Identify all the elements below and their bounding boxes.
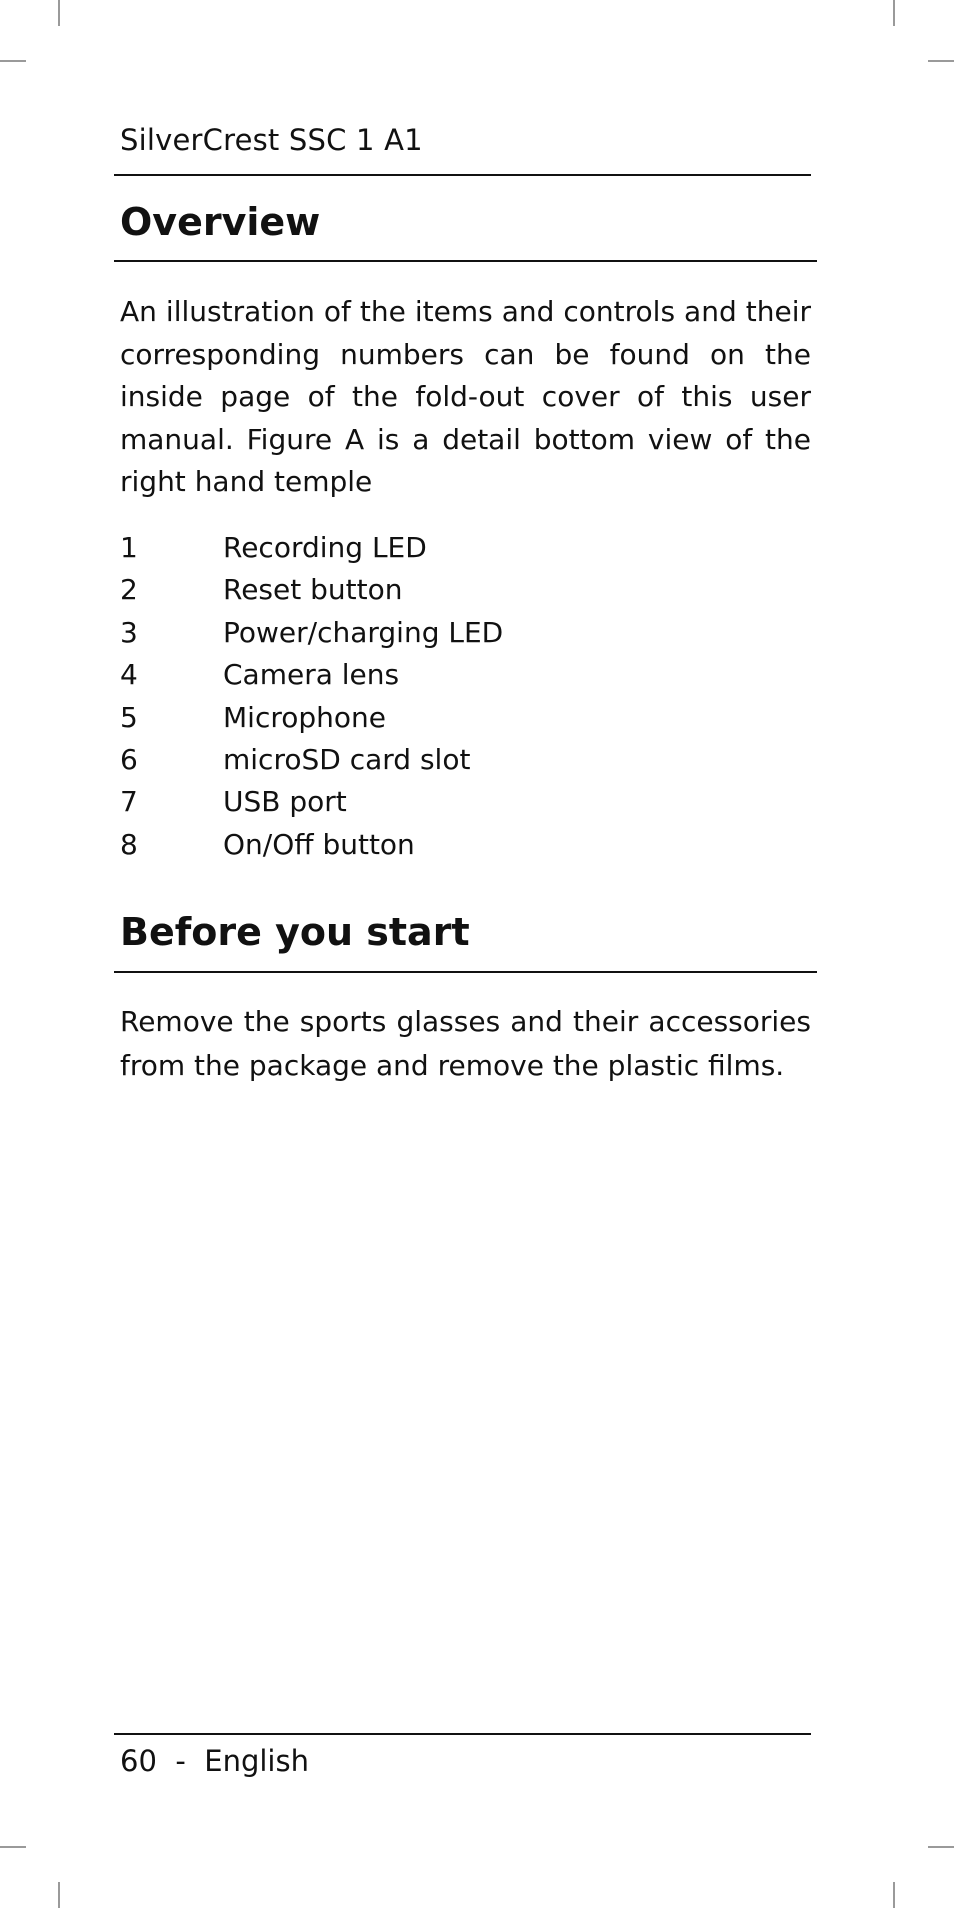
item-number: 2: [120, 573, 138, 607]
list-item: [120, 824, 720, 866]
list-item: [120, 612, 720, 654]
before-start-heading: Before you start: [120, 910, 470, 954]
list-item: [120, 739, 720, 781]
crop-mark: [0, 60, 26, 62]
before-start-rule: [114, 971, 817, 973]
item-label: microSD card slot: [223, 742, 471, 776]
header-rule: [114, 174, 811, 176]
list-item: [120, 697, 720, 739]
overview-heading: Overview: [120, 200, 321, 244]
overview-intro: An illustration of the items and controls and their corresponding numbers can be found on the inside page of the fold-out cover of this user manual. Figure A is a detail bottom view of the right hand temple: [120, 295, 811, 498]
crop-mark: [58, 0, 60, 26]
page-number: 60: [120, 1744, 157, 1778]
item-number: 4: [120, 658, 138, 692]
item-number: 6: [120, 742, 138, 776]
crop-mark: [893, 1882, 895, 1908]
list-item: [120, 781, 720, 823]
overview-rule: [114, 260, 817, 262]
crop-mark: [928, 1846, 954, 1848]
list-item: [120, 569, 720, 611]
item-label: Microphone: [223, 700, 386, 734]
list-item: [120, 654, 720, 696]
item-label: On/Off button: [223, 827, 415, 861]
item-label: Power/charging LED: [223, 615, 504, 649]
crop-mark: [893, 0, 895, 26]
item-number: 1: [120, 531, 138, 564]
footer-rule: [114, 1733, 811, 1735]
list-item: [120, 527, 720, 569]
item-label: Camera lens: [223, 658, 400, 692]
crop-mark: [58, 1882, 60, 1908]
item-label: USB port: [223, 785, 347, 819]
item-number: 5: [120, 700, 138, 734]
item-label: Reset button: [223, 573, 403, 607]
footer-separator: -: [175, 1744, 186, 1778]
item-number: 3: [120, 615, 138, 649]
before-start-text: Remove the sports glasses and their accessories from the package and remove the plastic films.: [120, 1005, 811, 1082]
item-number: 7: [120, 785, 138, 819]
item-label: Recording LED: [223, 531, 427, 564]
footer-language: English: [204, 1744, 309, 1778]
item-number: 8: [120, 827, 138, 861]
crop-mark: [0, 1846, 26, 1848]
parts-list: [120, 527, 720, 866]
page-footer: [120, 1744, 309, 1778]
running-header: SilverCrest SSC 1 A1: [120, 123, 423, 157]
crop-mark: [928, 60, 954, 62]
